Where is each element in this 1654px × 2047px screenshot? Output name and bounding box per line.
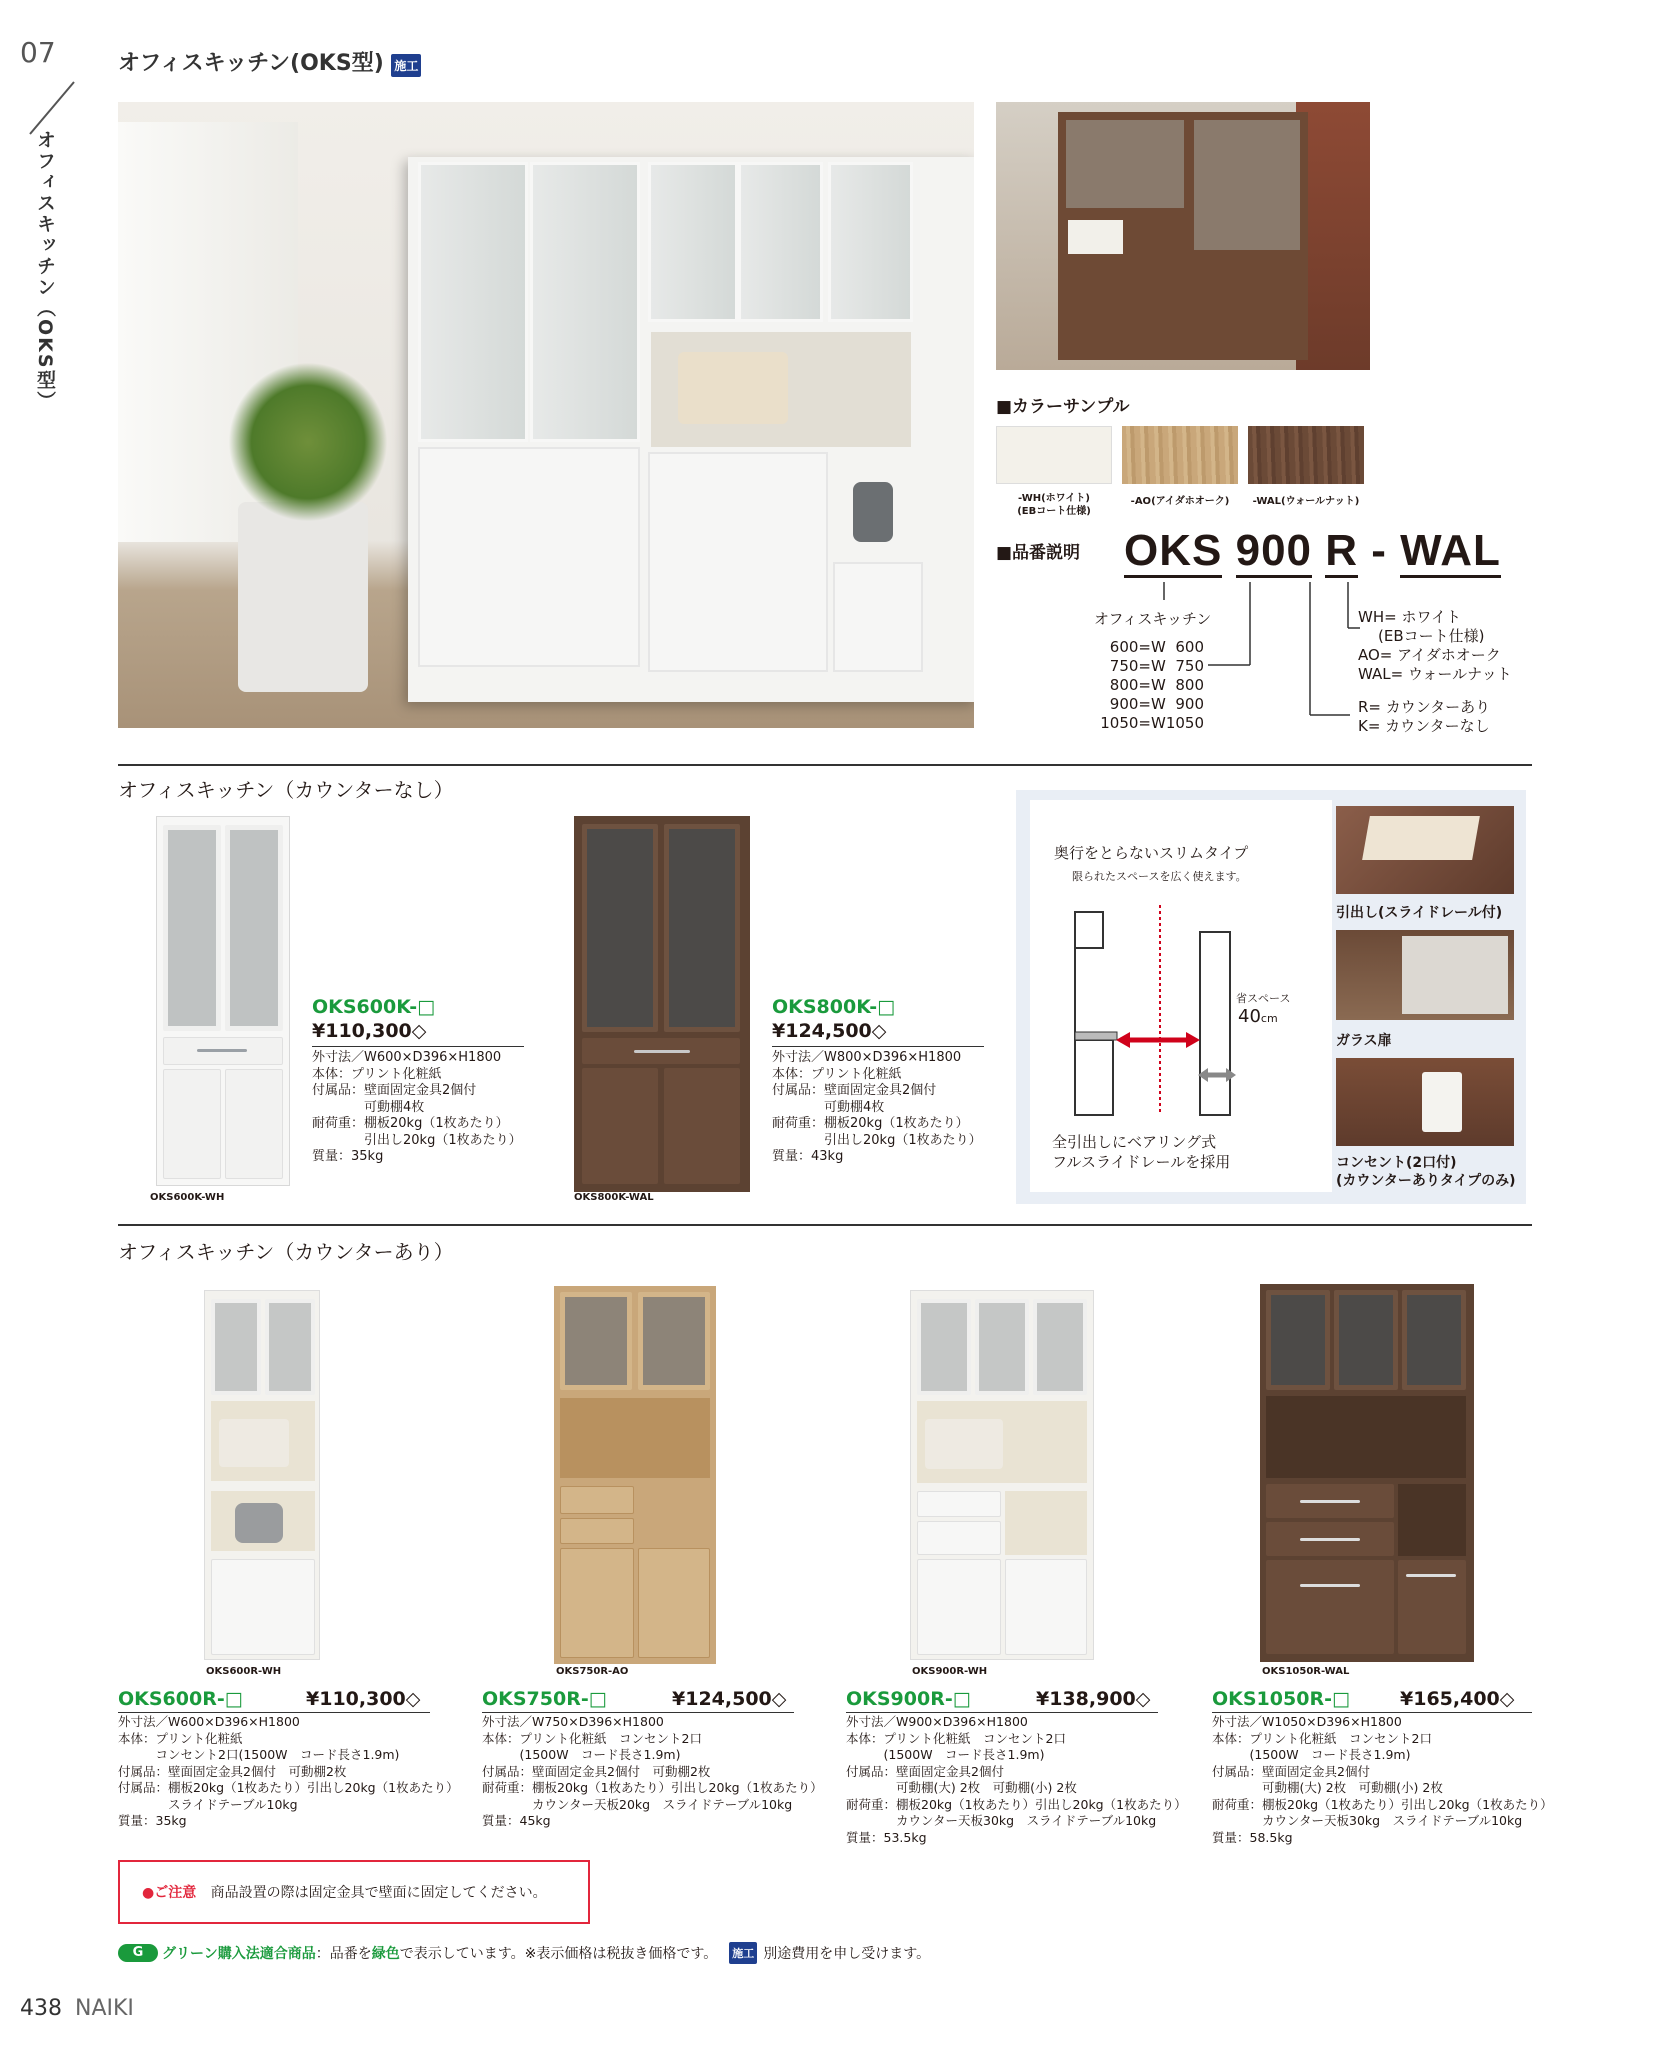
divider-1 [118, 764, 1532, 766]
divider-2 [118, 1224, 1532, 1226]
construction-badge-footer: 施工 [729, 1942, 757, 1964]
product-image-oks600r [204, 1290, 320, 1660]
price-oks600k: ¥110,300◇ [312, 1020, 427, 1042]
swatch-label-ao: -AO(アイダホオーク) [1130, 496, 1230, 507]
page-title: オフィスキッチン(OKS型) 施工 [118, 46, 421, 77]
product-image-oks600k [156, 816, 290, 1186]
product-code-oks900r: OKS900R-□ [846, 1688, 971, 1710]
product-code-oks600k: OKS600K-□ [312, 996, 436, 1018]
swatch-ao [1122, 426, 1238, 484]
hero-photo [118, 102, 974, 728]
space-saving-label: 省スペース [1236, 992, 1291, 1005]
color-sample-heading: ■カラーサンプル [996, 397, 1130, 417]
section2-title: オフィスキッチン（カウンターあり） [118, 1240, 454, 1264]
image-label-oks600r: OKS600R-WH [206, 1666, 282, 1677]
section1-title: オフィスキッチン（カウンターなし） [118, 778, 454, 802]
green-purchase-icon: G [118, 1944, 158, 1962]
caution-text: 商品設置の際は固定金具で壁面に固定してください。 [210, 1885, 547, 1901]
feature-caption-glass: ガラス扉 [1336, 1033, 1392, 1049]
feature-caption-outlet: コンセント(2口付) (カウンターありタイプのみ) [1336, 1155, 1516, 1189]
price-oks750r: ¥124,500◇ [672, 1688, 787, 1710]
spec-oks600r: 外寸法／W600×D396×H1800 本体：プリント化粧紙 コンセント2口(1500W コード長さ1.9m) 付属品：壁面固定金具2個付 可動棚2枚 付属品：棚板20kg（1枚あたり）引出し20kg（1枚あたり） スライドテーブル10kg 質量：35kg [118, 1714, 459, 1828]
spec-oks750r: 外寸法／W750×D396×H1800 本体：プリント化粧紙 コンセント2口 (1500W コード長さ1.9m) 付属品：壁面固定金具2個付 可動棚2枚 耐荷重：棚板20kg（1枚あたり）引出し20kg（1枚あたり） カウンター天板20kg スライドテーブル10kg 質量：45kg [482, 1714, 823, 1828]
vertical-category: オフィスキッチン（OKS型） [34, 130, 56, 412]
part-number-name: オフィスキッチン [1094, 610, 1212, 628]
product-code-oks750r: OKS750R-□ [482, 1688, 607, 1710]
image-label-oks900r: OKS900R-WH [912, 1666, 988, 1677]
swatch-label-wal: -WAL(ウォールナット) [1252, 496, 1360, 507]
width-list: 600=W 600 750=W 750 800=W 800 900=W 900 1050=W1050 [1100, 638, 1204, 732]
price-oks600r: ¥110,300◇ [306, 1688, 421, 1710]
slim-title: 奥行をとらないスリムタイプ [1054, 844, 1249, 862]
product-image-oks750r [554, 1286, 716, 1664]
product-image-oks900r [910, 1290, 1094, 1660]
swatch-wal [1248, 426, 1364, 484]
space-saving-value: 40cm [1238, 1006, 1278, 1027]
product-image-oks1050r [1260, 1284, 1474, 1662]
price-oks900r: ¥138,900◇ [1036, 1688, 1151, 1710]
spec-oks600k: 外寸法／W600×D396×H1800 本体：プリント化粧紙 付属品：壁面固定金具2個付 可動棚4枚 耐荷重：棚板20kg（1枚あたり） 引出し20kg（1枚あたり） 質量：35kg [312, 1050, 522, 1164]
spec-oks900r: 外寸法／W900×D396×H1800 本体：プリント化粧紙 コンセント2口 (1500W コード長さ1.9m) 付属品：壁面固定金具2個付 可動棚(大) 2枚 可動棚(小) 2枚 耐荷重：棚板20kg（1枚あたり）引出し20kg（1枚あたり） カウンター天板30kg スライドテーブル10kg 質量：53.5kg [846, 1714, 1187, 1845]
chapter-slash [22, 78, 82, 138]
swatch-wh [996, 426, 1112, 484]
part-number-heading: ■品番説明 [996, 543, 1081, 563]
slim-subtitle: 限られたスペースを広く使えます。 [1072, 870, 1247, 883]
product-image-oks800k [574, 816, 750, 1192]
green-purchase-note: G グリーン購入法適合商品 ：品番を 緑色 で表示しています。※表示価格は税抜き価格です。 施工 別途費用を申し受けます。 [118, 1942, 930, 1964]
color-code-list: WH= ホワイト (EBコート仕様) AO= アイダホオーク WAL= ウォールナット [1358, 608, 1512, 683]
chapter-number: 07 [20, 36, 56, 69]
price-oks800k: ¥124,500◇ [772, 1020, 887, 1042]
feature-photo-glass [1336, 930, 1514, 1020]
swatch-label-wh: -WH(ホワイト) (EBコート仕様) [1017, 493, 1091, 517]
image-label-oks800k: OKS800K-WAL [574, 1192, 654, 1203]
caution-label: ●ご注意 [142, 1885, 197, 1901]
spec-oks800k: 外寸法／W800×D396×H1800 本体：プリント化粧紙 付属品：壁面固定金具2個付 可動棚4枚 耐荷重：棚板20kg（1枚あたり） 引出し20kg（1枚あたり） 質量：43kg [772, 1050, 982, 1164]
depth-diagram [1050, 900, 1320, 1120]
part-number-code: OKS 900 R - WAL [1124, 526, 1501, 576]
spec-oks1050r: 外寸法／W1050×D396×H1800 本体：プリント化粧紙 コンセント2口 (1500W コード長さ1.9m) 付属品：壁面固定金具2個付 可動棚(大) 2枚 可動棚(小) 2枚 耐荷重：棚板20kg（1枚あたり）引出し20kg（1枚あたり） カウンター天板30kg スライドテーブル10kg 質量：58.5kg [1212, 1714, 1553, 1845]
counter-code-list: R= カウンターあり K= カウンターなし [1358, 698, 1491, 735]
image-label-oks1050r: OKS1050R-WAL [1262, 1666, 1350, 1677]
caution-box [118, 1860, 590, 1924]
product-code-oks1050r: OKS1050R-□ [1212, 1688, 1350, 1710]
image-label-oks750r: OKS750R-AO [556, 1666, 629, 1677]
feature-caption-drawer: 引出し(スライドレール付) [1336, 905, 1503, 921]
feature-photo-outlet [1336, 1058, 1514, 1146]
construction-badge: 施工 [391, 54, 421, 77]
page-number: 438 NAIKI [20, 1996, 134, 2021]
product-code-oks600r: OKS600R-□ [118, 1688, 243, 1710]
product-code-oks800k: OKS800K-□ [772, 996, 896, 1018]
image-label-oks600k: OKS600K-WH [150, 1192, 225, 1203]
bearing-text: 全引出しにベアリング式 フルスライドレールを採用 [1052, 1133, 1231, 1171]
feature-photo-drawer [1336, 806, 1514, 894]
walnut-room-photo [996, 102, 1370, 370]
price-oks1050r: ¥165,400◇ [1400, 1688, 1515, 1710]
